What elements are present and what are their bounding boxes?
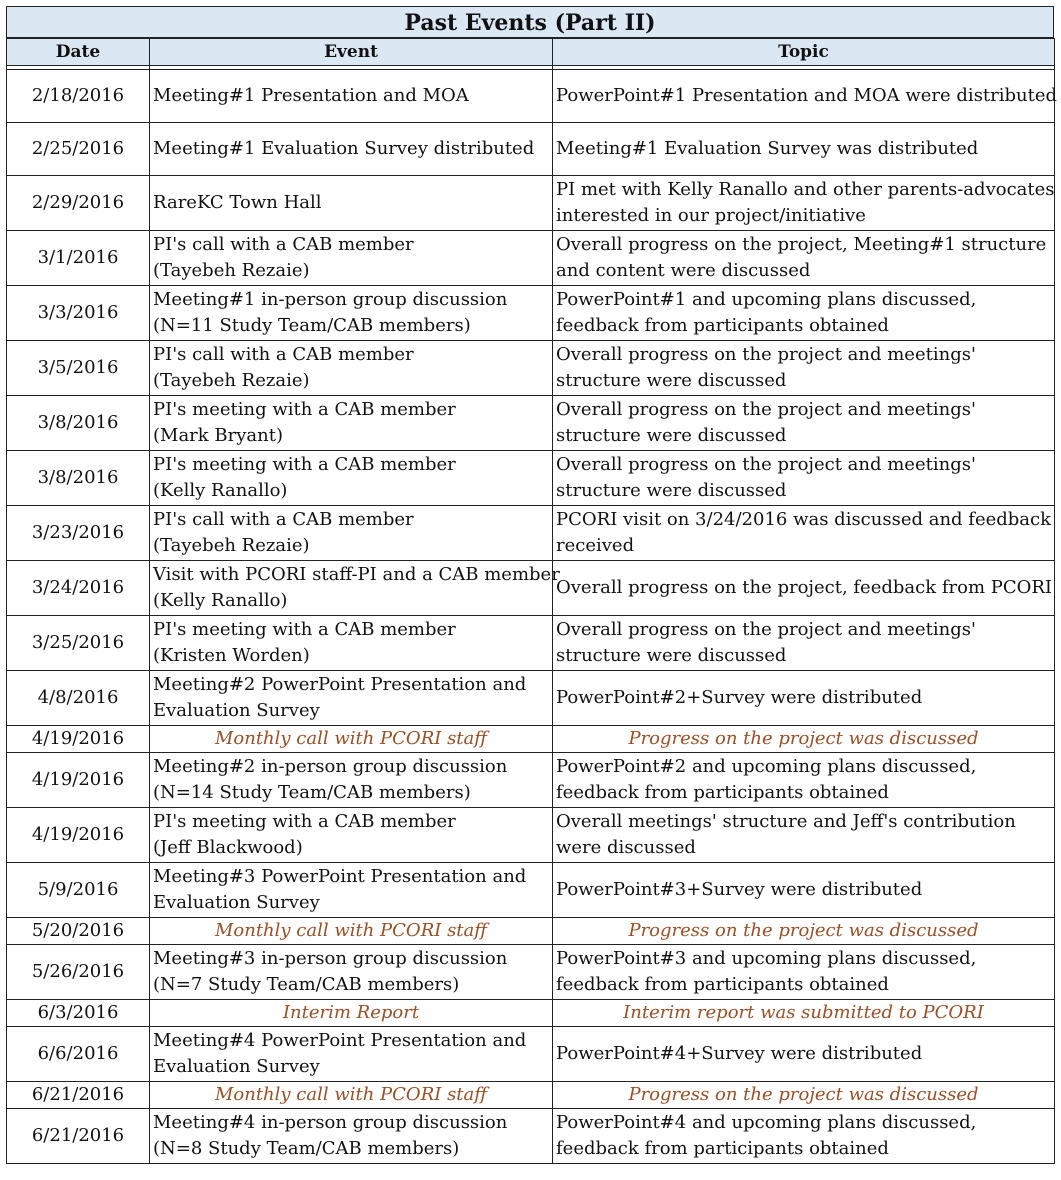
event-text-line: Evaluation Survey (153, 700, 320, 721)
topic-text-line: structure were discussed (556, 480, 787, 501)
date-cell: 4/19/2016 (7, 753, 150, 808)
table-row (7, 753, 1055, 808)
date-cell: 4/8/2016 (7, 671, 150, 726)
table-row (7, 341, 1055, 396)
date-cell: 6/3/2016 (7, 1000, 150, 1027)
topic-text-line: Meeting#1 Evaluation Survey was distributed (556, 138, 979, 159)
date-cell: 6/6/2016 (7, 1027, 150, 1082)
event-text-line: (N=14 Study Team/CAB members) (153, 782, 471, 803)
table-row (7, 808, 1055, 863)
table-row (7, 286, 1055, 341)
topic-cell (553, 918, 1055, 945)
event-text-line: Monthly call with PCORI staff (214, 920, 488, 941)
date-cell: 4/19/2016 (7, 808, 150, 863)
table-row (7, 945, 1055, 1000)
event-text-line: (N=7 Study Team/CAB members) (153, 974, 460, 995)
date-cell: 3/25/2016 (7, 616, 150, 671)
event-text-line: Meeting#3 PowerPoint Presentation and (153, 866, 527, 887)
table-row (7, 1027, 1055, 1082)
event-text-line: Evaluation Survey (153, 1056, 320, 1077)
topic-cell (553, 451, 1055, 506)
event-text-line: (Mark Bryant) (153, 425, 283, 446)
event-cell (150, 1027, 553, 1082)
date-cell: 3/5/2016 (7, 341, 150, 396)
date-cell: 3/3/2016 (7, 286, 150, 341)
date-cell: 2/18/2016 (7, 70, 150, 123)
topic-text-line: Overall progress on the project and meetings' (556, 399, 976, 420)
topic-text-line: structure were discussed (556, 370, 787, 391)
table-row (7, 671, 1055, 726)
topic-text-line: and content were discussed (556, 260, 811, 281)
event-text-line: PI's meeting with a CAB member (153, 399, 456, 420)
date-cell: 5/20/2016 (7, 918, 150, 945)
topic-text-line: Progress on the project was discussed (628, 1084, 979, 1105)
event-text-line: PI's meeting with a CAB member (153, 454, 456, 475)
topic-text-line: Progress on the project was discussed (628, 728, 979, 749)
column-header-date: Date (7, 39, 150, 66)
date-cell: 5/9/2016 (7, 863, 150, 918)
event-cell (150, 945, 553, 1000)
event-cell (150, 918, 553, 945)
table-row (7, 70, 1055, 123)
table-row (7, 123, 1055, 176)
table-row (7, 451, 1055, 506)
topic-text-line: Interim report was submitted to PCORI (623, 1002, 984, 1023)
event-cell (150, 396, 553, 451)
event-text-line: PI's call with a CAB member (153, 344, 414, 365)
event-cell (150, 561, 560, 616)
topic-text-line: PCORI visit on 3/24/2016 was discussed and feedback (556, 509, 1052, 530)
table-row (7, 561, 1055, 616)
event-cell (150, 231, 553, 286)
topic-cell (553, 70, 1058, 123)
event-cell (150, 671, 553, 726)
topic-text-line: PowerPoint#3 and upcoming plans discussed, (556, 948, 977, 969)
table-row (7, 231, 1055, 286)
event-cell (150, 123, 553, 176)
topic-cell (553, 286, 1055, 341)
topic-text-line: PowerPoint#3+Survey were distributed (556, 879, 923, 900)
table-row (7, 726, 1055, 753)
event-text-line: (Tayebeh Rezaie) (153, 535, 310, 556)
topic-text-line: PowerPoint#2+Survey were distributed (556, 687, 923, 708)
event-cell (150, 286, 553, 341)
date-cell: 4/19/2016 (7, 726, 150, 753)
event-text-line: Meeting#4 PowerPoint Presentation and (153, 1030, 527, 1051)
column-header-event: Event (150, 39, 553, 66)
date-cell: 6/21/2016 (7, 1109, 150, 1164)
event-text-line: Visit with PCORI staff-PI and a CAB member (153, 564, 560, 585)
topic-cell (553, 671, 1055, 726)
topic-text-line: feedback from participants obtained (556, 315, 889, 336)
event-text-line: RareKC Town Hall (153, 192, 322, 213)
date-cell: 6/21/2016 (7, 1082, 150, 1109)
topic-cell (553, 753, 1055, 808)
event-cell (150, 506, 553, 561)
topic-cell (553, 396, 1055, 451)
event-cell (150, 863, 553, 918)
table-row (7, 176, 1055, 231)
topic-cell (553, 945, 1055, 1000)
topic-cell (553, 1082, 1055, 1109)
column-header-topic: Topic (553, 39, 1055, 66)
topic-text-line: Overall meetings' structure and Jeff's contribution (556, 811, 1016, 832)
event-text-line: Meeting#1 Evaluation Survey distributed (153, 138, 535, 159)
event-cell (150, 451, 553, 506)
event-text-line: (Kelly Ranallo) (153, 590, 288, 611)
table-row (7, 506, 1055, 561)
date-cell: 3/23/2016 (7, 506, 150, 561)
event-text-line: (Kelly Ranallo) (153, 480, 288, 501)
topic-text-line: PowerPoint#2 and upcoming plans discussed, (556, 756, 977, 777)
topic-text-line: Overall progress on the project and meetings' (556, 344, 976, 365)
topic-text-line: interested in our project/initiative (556, 205, 866, 226)
events-table (6, 38, 1058, 1164)
topic-text-line: Overall progress on the project and meetings' (556, 454, 976, 475)
table-row (7, 616, 1055, 671)
topic-text-line: feedback from participants obtained (556, 974, 889, 995)
events-sheet (6, 6, 1058, 1164)
topic-cell (553, 231, 1055, 286)
event-text-line: Meeting#2 in-person group discussion (153, 756, 508, 777)
date-cell: 3/8/2016 (7, 451, 150, 506)
header-row (7, 39, 1055, 66)
event-cell (150, 1082, 553, 1109)
topic-text-line: Overall progress on the project and meetings' (556, 619, 976, 640)
table-row (7, 1082, 1055, 1109)
event-text-line: Monthly call with PCORI staff (214, 728, 488, 749)
event-text-line: Meeting#1 Presentation and MOA (153, 85, 469, 106)
topic-text-line: Progress on the project was discussed (628, 920, 979, 941)
events-table-body (7, 70, 1058, 1164)
event-cell (150, 808, 553, 863)
date-cell: 3/24/2016 (7, 561, 150, 616)
topic-cell (553, 616, 1055, 671)
table-row (7, 396, 1055, 451)
topic-text-line: Overall progress on the project, Meeting#1 structure (556, 234, 1047, 255)
event-cell (150, 616, 553, 671)
event-cell (150, 70, 553, 123)
event-text-line: Evaluation Survey (153, 892, 320, 913)
event-text-line: (Tayebeh Rezaie) (153, 260, 310, 281)
event-cell (150, 1109, 553, 1164)
date-cell: 3/8/2016 (7, 396, 150, 451)
topic-text-line: were discussed (556, 837, 696, 858)
topic-cell (553, 808, 1055, 863)
event-cell (150, 176, 553, 231)
event-text-line: (N=8 Study Team/CAB members) (153, 1138, 460, 1159)
date-cell: 5/26/2016 (7, 945, 150, 1000)
topic-text-line: structure were discussed (556, 425, 787, 446)
table-row (7, 918, 1055, 945)
topic-text-line: PowerPoint#1 and upcoming plans discussed, (556, 289, 977, 310)
event-text-line: (N=11 Study Team/CAB members) (153, 315, 471, 336)
event-text-line: (Kristen Worden) (153, 645, 310, 666)
topic-cell (553, 726, 1055, 753)
event-text-line: Monthly call with PCORI staff (214, 1084, 488, 1105)
table-row (7, 1000, 1055, 1027)
topic-text-line: PowerPoint#4+Survey were distributed (556, 1043, 923, 1064)
event-cell (150, 341, 553, 396)
topic-text-line: structure were discussed (556, 645, 787, 666)
table-row (7, 863, 1055, 918)
date-cell: 3/1/2016 (7, 231, 150, 286)
sheet-title: Past Events (Part II) (6, 6, 1054, 38)
topic-text-line: PI met with Kelly Ranallo and other parents-advocates (556, 179, 1055, 200)
topic-text-line: PowerPoint#4 and upcoming plans discussed, (556, 1112, 977, 1133)
topic-cell (553, 1109, 1055, 1164)
date-cell: 2/25/2016 (7, 123, 150, 176)
date-cell: 2/29/2016 (7, 176, 150, 231)
topic-text-line: feedback from participants obtained (556, 782, 889, 803)
event-text-line: Meeting#4 in-person group discussion (153, 1112, 508, 1133)
event-cell (150, 726, 553, 753)
topic-text-line: feedback from participants obtained (556, 1138, 889, 1159)
event-text-line: Meeting#1 in-person group discussion (153, 289, 508, 310)
event-text-line: (Tayebeh Rezaie) (153, 370, 310, 391)
event-cell (150, 753, 553, 808)
event-text-line: Interim Report (282, 1002, 420, 1023)
event-text-line: (Jeff Blackwood) (153, 837, 303, 858)
event-text-line: PI's meeting with a CAB member (153, 619, 456, 640)
topic-text-line: Overall progress on the project, feedback from PCORI (556, 577, 1053, 598)
table-row (7, 1109, 1055, 1164)
topic-cell (553, 1027, 1055, 1082)
topic-cell (553, 176, 1055, 231)
event-text-line: Meeting#3 in-person group discussion (153, 948, 508, 969)
event-cell (150, 1000, 553, 1027)
event-text-line: PI's meeting with a CAB member (153, 811, 456, 832)
topic-cell (553, 123, 1055, 176)
topic-cell (553, 561, 1055, 616)
topic-cell (553, 341, 1055, 396)
event-text-line: Meeting#2 PowerPoint Presentation and (153, 674, 527, 695)
topic-cell (553, 506, 1055, 561)
event-text-line: PI's call with a CAB member (153, 234, 414, 255)
event-text-line: PI's call with a CAB member (153, 509, 414, 530)
topic-cell (553, 863, 1055, 918)
topic-cell (553, 1000, 1055, 1027)
topic-text-line: PowerPoint#1 Presentation and MOA were distributed (556, 85, 1058, 106)
topic-text-line: received (556, 535, 635, 556)
